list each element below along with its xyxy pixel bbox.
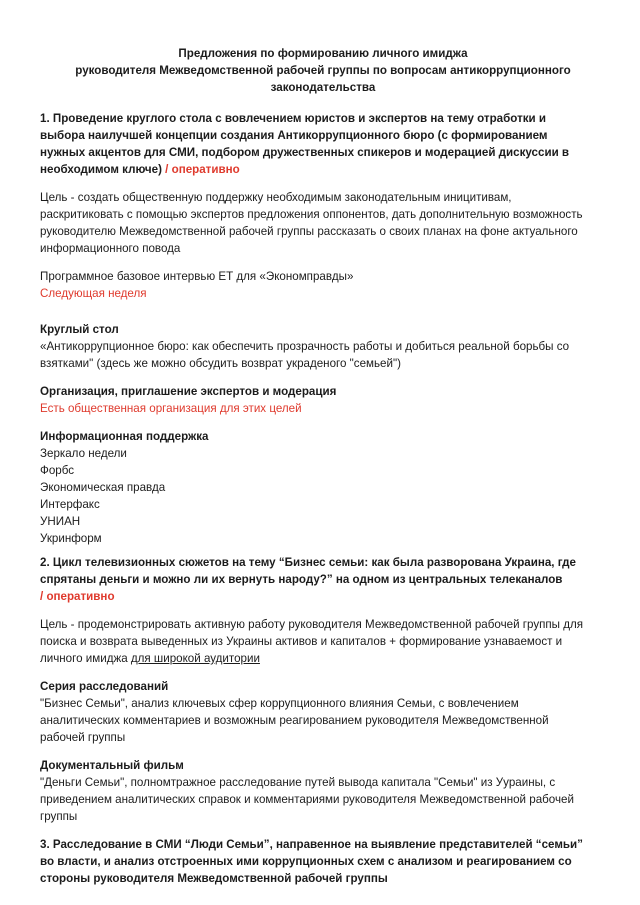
text-segment: Цель - продемонстрировать активную работу руководителя Межведомственной рабочей группы для	[40, 618, 584, 631]
text-segment: рабочей группы	[40, 731, 126, 744]
text-segment: УНИАН	[40, 515, 81, 528]
documentary-film	[40, 757, 606, 825]
text-segment: Серия расследований	[40, 680, 169, 693]
text-line	[40, 853, 606, 870]
text-segment: Информационная поддержка	[40, 430, 209, 443]
text-line	[40, 513, 606, 530]
text-line	[40, 712, 606, 729]
text-segment: выбора наилучшей концепции создания Антикоррупционного бюро (с формированием	[40, 129, 548, 142]
text-line	[40, 695, 606, 712]
text-segment: Укринформ	[40, 532, 102, 545]
red-text-segment: Есть общественная организация для этих целей	[40, 402, 302, 415]
text-segment: информационного повода	[40, 242, 181, 255]
text-segment: личного имиджа	[40, 652, 131, 665]
document-title-line: руководителя Межведомственной рабочей группы по вопросам антикоррупционного	[75, 64, 571, 77]
underlined-text-segment: для широкой аудитории	[130, 652, 260, 665]
text-line	[40, 479, 606, 496]
text-segment: Форбс	[40, 464, 75, 477]
section-1-goal	[40, 189, 606, 257]
text-segment: "Бизнес Семьи", анализ ключевых сфер коррупционного влияния Семьи, с вовлечением	[40, 697, 519, 710]
text-line	[40, 110, 606, 127]
text-line	[40, 268, 606, 285]
text-line	[40, 400, 606, 417]
text-segment: нужных акцентов для СМИ, подбором дружественных спикеров и модерацией дискуссии в	[40, 146, 570, 159]
text-line	[40, 161, 606, 178]
document-title-line: законодательства	[270, 81, 376, 94]
text-segment: аналитических комментариев и возможным реагированием руководителя Межведомственной	[40, 714, 549, 727]
text-segment: взятками" (здесь же можно обсудить возврат украденого "семьей")	[40, 357, 401, 370]
text-line	[40, 757, 606, 774]
red-text-segment: Следующая неделя	[40, 287, 147, 300]
section-3-heading	[40, 836, 606, 887]
text-segment: необходимом ключе)	[40, 163, 166, 176]
text-line	[40, 206, 606, 223]
text-segment: 3. Расследование в СМИ “Люди Семьи”, направенное на выявление представителей “семьи”	[40, 838, 583, 851]
document-blocks	[40, 110, 606, 887]
text-line	[40, 729, 606, 746]
text-line	[40, 774, 606, 791]
document-title-line: Предложения по формированию личного имиджа	[178, 47, 468, 60]
text-line	[40, 588, 606, 605]
section-1-heading	[40, 110, 606, 178]
text-line	[40, 530, 606, 547]
section-2-goal	[40, 616, 606, 667]
text-line	[40, 428, 606, 445]
text-segment: Документальный фильм	[40, 759, 184, 772]
interview-note	[40, 268, 606, 302]
text-line	[40, 633, 606, 650]
text-line	[40, 554, 606, 571]
round-table	[40, 321, 606, 372]
text-line	[40, 223, 606, 240]
text-segment: Интерфакс	[40, 498, 100, 511]
text-segment: стороны руководителя Межведомственной рабочей группы	[40, 872, 388, 885]
text-line	[40, 355, 606, 372]
text-line	[40, 445, 606, 462]
text-segment: Экономическая правда	[40, 481, 166, 494]
organization	[40, 383, 606, 417]
text-segment: Цель - создать общественную поддержку необходимым законодательным иницитивам,	[40, 191, 512, 204]
text-line	[40, 650, 606, 667]
document-title	[40, 45, 606, 96]
text-segment: группы	[40, 810, 78, 823]
text-line	[40, 791, 606, 808]
section-2-heading	[40, 554, 606, 605]
text-segment: поиска и возврата выведенных из Украины активов и капиталов + формирование узнаваемост и	[40, 635, 563, 648]
text-segment: 1. Проведение круглого стола с вовлечением юристов и экспертов на тему отработки и	[40, 112, 547, 125]
text-line	[40, 678, 606, 695]
text-segment: приведением аналитических справок и комментариями руководителя Межведомственной рабочей	[40, 793, 574, 806]
text-segment: Круглый стол	[40, 323, 119, 336]
red-text-segment: / оперативно	[40, 590, 115, 603]
text-line	[40, 496, 606, 513]
text-line	[40, 616, 606, 633]
text-line	[40, 462, 606, 479]
text-line	[40, 571, 606, 588]
text-segment: во власти, и анализ отстроенных ими коррупционных схем с анализом и реагированием со	[40, 855, 572, 868]
media-support	[40, 428, 606, 547]
text-segment: раскритиковать с помощью экспертов предложения оппонентов, дать дополнительную возможность	[40, 208, 583, 221]
text-line	[40, 870, 606, 887]
text-line	[40, 189, 606, 206]
text-line	[40, 338, 606, 355]
text-line	[40, 836, 606, 853]
text-segment: спрятаны деньги и можно ли их вернуть народу?” на одном из центральных телеканалов	[40, 573, 563, 586]
text-segment: "Деньги Семьи", полномтражное расследование путей вывода капитала "Семьи" из Уураины, с	[40, 776, 556, 789]
red-text-segment: / оперативно	[165, 163, 240, 176]
text-segment: Зеркало недели	[40, 447, 127, 460]
text-line	[40, 285, 606, 302]
investigation-series	[40, 678, 606, 746]
text-segment: «Антикоррупционное бюро: как обеспечить прозрачность работы и добиться реальной борьбы со	[40, 340, 570, 353]
text-segment: 2. Цикл телевизионных сюжетов на тему “Бизнес семьи: как была разворована Украина, где	[40, 556, 576, 569]
text-segment: Программное базовое интервью ЕТ для «Экономправды»	[40, 270, 354, 283]
text-line	[40, 321, 606, 338]
text-segment: Организация, приглашение экспертов и модерация	[40, 385, 337, 398]
text-line	[40, 144, 606, 161]
text-line	[40, 808, 606, 825]
text-line	[40, 240, 606, 257]
text-segment: руководителю Межведомственной рабочей группы рассказать о своих планах на фоне актуального	[40, 225, 578, 238]
text-line	[40, 383, 606, 400]
text-line	[40, 127, 606, 144]
